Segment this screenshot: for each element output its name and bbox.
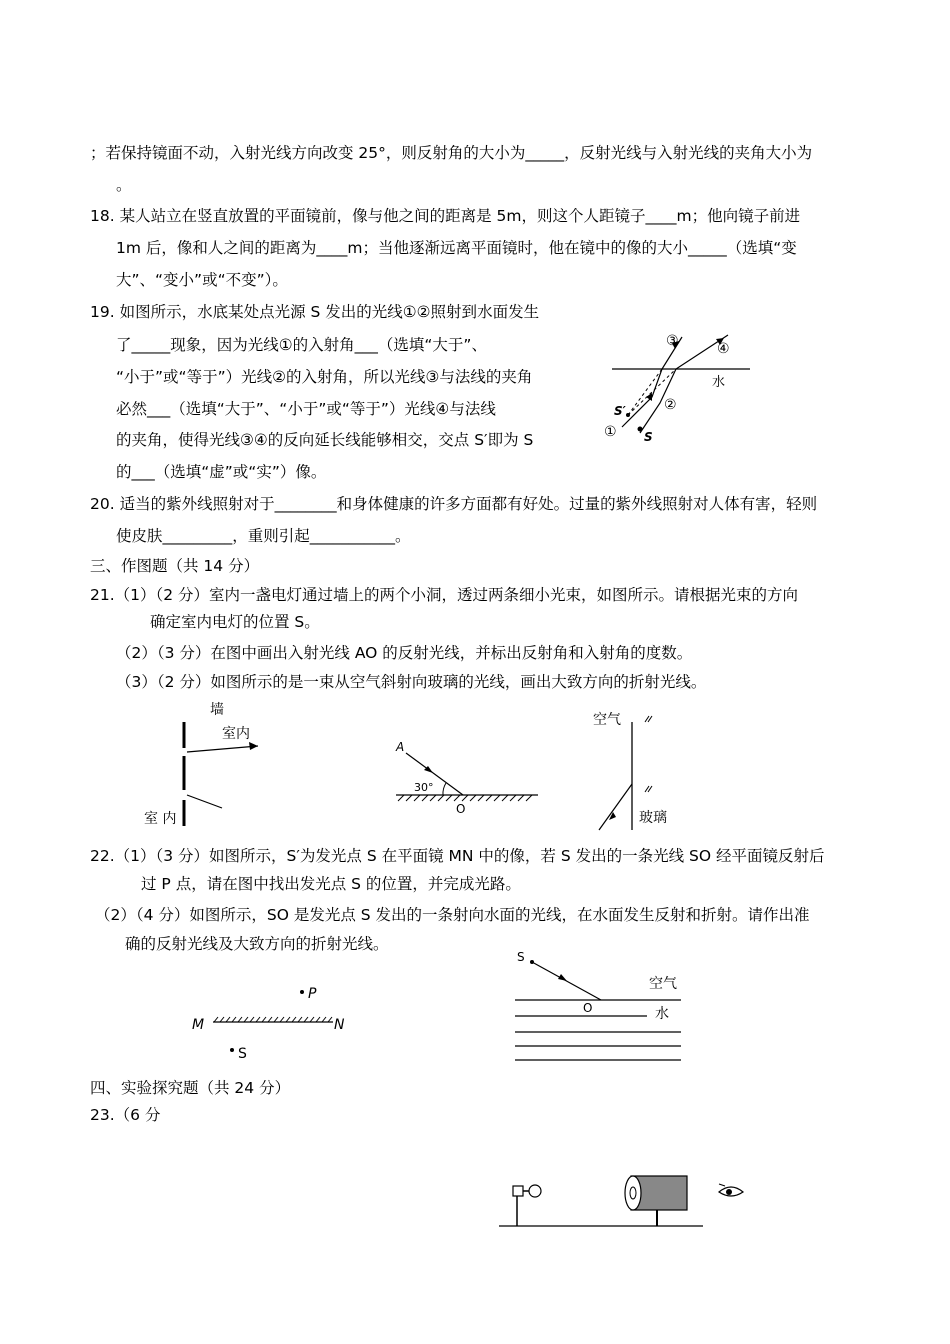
question-22-part2-line1: （2）（4 分）如图所示，SO 是发光点 S 发出的一条射向水面的光线，在水面发生反射和折射。请作出准 [95,906,810,924]
question-18-line3: 大”、“变小”或“不变”）。 [116,271,288,289]
figure-19-refraction [600,325,760,445]
fig22b-label-water: 水 [655,1006,669,1022]
fig22a-label-s: S [238,1046,247,1062]
fig22b-label-o: O [583,1001,593,1015]
fig19-label-sprime: S′ [614,404,626,418]
question-19-line1: 19. 如图所示，水底某处点光源 S 发出的光线①②照射到水面发生 [90,303,540,321]
question-19-line4: 必然___（选填“大于”、“小于”或“等于”）光线④与法线 [116,400,496,418]
question-21-part3: （3）（2 分）如图所示的是一束从空气斜射向玻璃的光线，画出大致方向的折射光线。 [116,673,707,691]
section-4-title: 四、实验探究题（共 24 分） [90,1079,291,1097]
figure-22-plane-mirror [188,978,358,1066]
fig21c-label-glass: 玻璃 [639,810,667,826]
question-19-line6: 的___（选填“虚”或“实”）像。 [116,463,327,481]
question-20-line1: 20. 适当的紫外线照射对于________和身体健康的许多方面都有好处。过量的紫外线照射对人体有害，轻则 [90,495,818,513]
question-17-end: 。 [116,176,132,194]
fig19-label-s: S [644,430,653,444]
fig22a-label-m: M [192,1017,205,1033]
fig19-label-2: ② [664,397,677,413]
figure-21-wall-holes [140,700,270,830]
figure-21-mirror-reflection [388,735,548,815]
fig21-label-indoor: 室内 [222,726,250,742]
question-23-line1: 23.（6 分 [90,1106,161,1124]
question-18-line1: 18. 某人站立在竖直放置的平面镜前，像与他之间的距离是 5m，则这个人距镜子____m；他向镜子前进 [90,207,801,225]
fig22b-label-air: 空气 [649,976,677,992]
fig19-label-3: ③ [666,333,679,349]
question-19-line2: 了_____现象，因为光线①的入射角___（选填“大于”、 [116,336,487,354]
fig19-label-4: ④ [717,341,730,357]
fig21b-label-angle: 30° [414,781,434,794]
figure-21-air-glass [585,702,695,834]
section-3-title: 三、作图题（共 14 分） [90,557,260,575]
question-20-line2: 使皮肤_________，重则引起___________。 [116,527,411,545]
question-19-line5: 的夹角，使得光线③④的反向延长线能够相交，交点 S′即为 S [116,431,534,449]
question-22-line2: 过 P 点，请在图中找出发光点 S 的位置，并完成光路。 [141,875,521,893]
question-18-line2: 1m 后，像和人之间的距离为____m；当他逐渐远离平面镜时，他在镜中的像的大小_____（选填“变 [116,239,797,257]
question-21-line2: 确定室内电灯的位置 S。 [150,613,320,631]
fig19-label-water: 水 [712,375,726,390]
fig22a-label-n: N [334,1017,345,1033]
fig21b-label-a: A [396,740,405,754]
fig19-label-1: ① [604,424,617,440]
question-22-line1: 22.（1）（3 分）如图所示，S′为发光点 S 在平面镜 MN 中的像，若 S 发出的一条光线 SO 经平面镜反射后 [90,847,825,865]
fig21-label-indoor-2: 室 内 [144,811,177,827]
fig22a-label-p: P [308,986,317,1002]
fig21c-label-air: 空气 [593,712,621,728]
question-17-tail: ；若保持镜面不动，入射光线方向改变 25°，则反射角的大小为_____，反射光线与入射光线的夹角大小为 [90,144,813,162]
fig21b-label-o: O [456,802,466,816]
fig22b-label-s: S [517,950,525,964]
fig21-label-wall: 墙 [210,702,224,718]
question-21-part2: （2）（3 分）在图中画出入射光线 AO 的反射光线，并标出反射角和入射角的度数。 [116,644,693,662]
question-22-part2-line2: 确的反射光线及大致方向的折射光线。 [125,935,389,953]
figure-22-water-surface [505,948,690,1064]
figure-23-apparatus [495,1168,755,1232]
question-19-line3: “小于”或“等于”）光线②的入射角，所以光线③与法线的夹角 [116,368,533,386]
question-21-line1: 21.（1）（2 分）室内一盏电灯通过墙上的两个小洞，透过两条细小光束，如图所示。请根据光束的方向 [90,586,799,604]
